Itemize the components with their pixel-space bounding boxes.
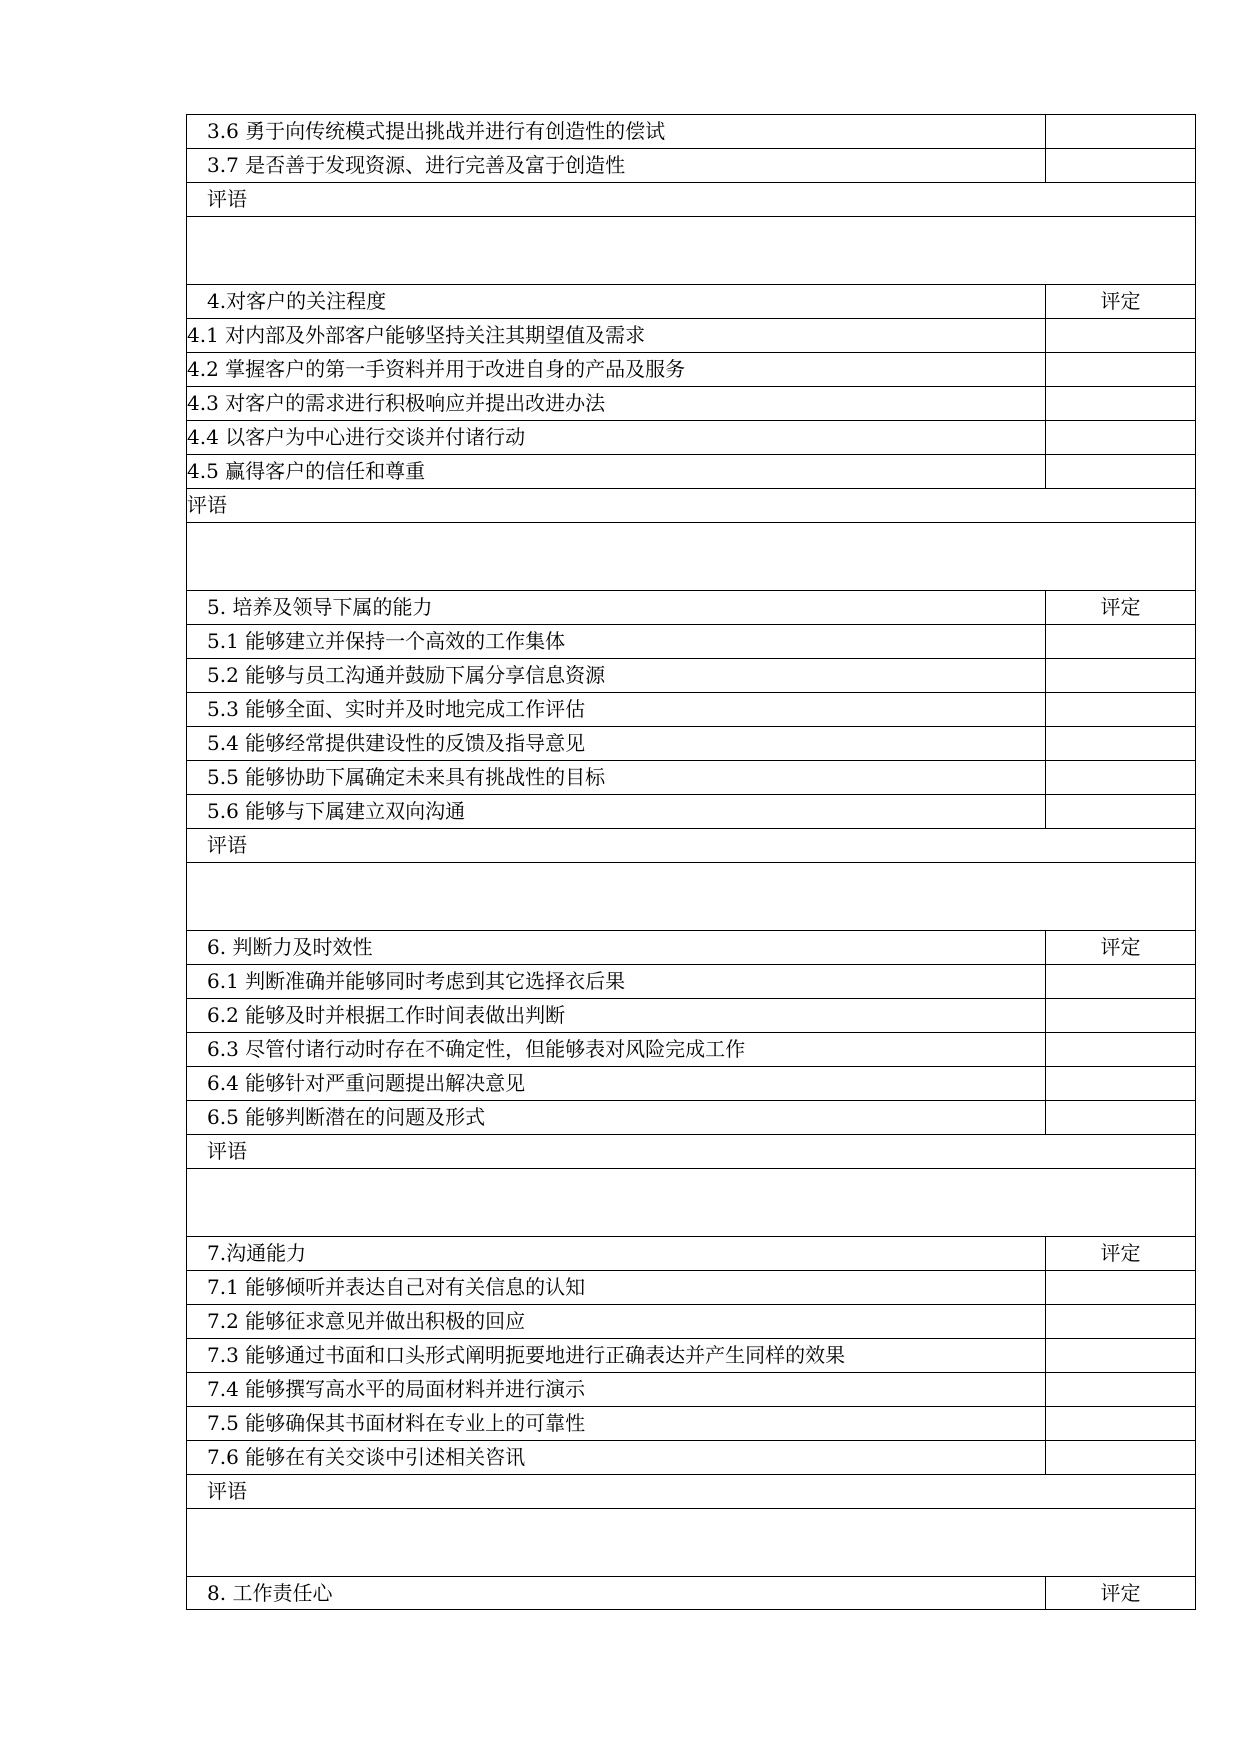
comment-label: 评语 — [207, 1139, 247, 1163]
rating-input-cell[interactable] — [1046, 1305, 1195, 1338]
rating-input-cell[interactable] — [1046, 727, 1195, 760]
rating-input-cell[interactable] — [1046, 1271, 1195, 1304]
rating-input-cell[interactable] — [1046, 659, 1195, 692]
criteria-row — [186, 1372, 1196, 1406]
criteria-label: 4.4 以客户为中心进行交谈并付诸行动 — [187, 421, 1046, 454]
criteria-label: 3.6 勇于向传统模式提出挑战并进行有创造性的偿试 — [187, 115, 1046, 148]
comment-label-row — [186, 1474, 1196, 1508]
section-header-row — [186, 1576, 1196, 1610]
criteria-row — [186, 658, 1196, 692]
rating-input-cell[interactable] — [1046, 319, 1195, 352]
criteria-label: 7.5 能够确保其书面材料在专业上的可靠性 — [187, 1407, 1046, 1440]
rating-header: 评定 — [1100, 1241, 1141, 1265]
criteria-row — [186, 998, 1196, 1032]
criteria-label: 7.2 能够征求意见并做出积极的回应 — [187, 1305, 1046, 1338]
comment-input-area[interactable] — [186, 216, 1196, 284]
rating-input-cell[interactable] — [1046, 1441, 1195, 1474]
rating-input-cell[interactable] — [1046, 965, 1195, 998]
section-heading: 8. 工作责任心 — [187, 1577, 1046, 1609]
rating-input-cell[interactable] — [1046, 353, 1195, 386]
rating-input-cell[interactable] — [1046, 1101, 1195, 1134]
criteria-label: 6.5 能够判断潜在的问题及形式 — [187, 1101, 1046, 1134]
section-header-row — [186, 1236, 1196, 1270]
criteria-row — [186, 114, 1196, 148]
comment-label-row — [186, 488, 1196, 522]
rating-header: 评定 — [1100, 1581, 1141, 1605]
rating-input-cell[interactable] — [1046, 999, 1195, 1032]
criteria-label: 7.3 能够通过书面和口头形式阐明扼要地进行正确表达并产生同样的效果 — [187, 1339, 1046, 1372]
comment-label: 评语 — [187, 493, 227, 517]
rating-header: 评定 — [1100, 289, 1141, 313]
comment-input-area[interactable] — [186, 862, 1196, 930]
criteria-row — [186, 964, 1196, 998]
criteria-row — [186, 794, 1196, 828]
criteria-row — [186, 1032, 1196, 1066]
comment-label: 评语 — [207, 1479, 247, 1503]
criteria-label: 4.2 掌握客户的第一手资料并用于改进自身的产品及服务 — [187, 353, 1046, 386]
rating-input-cell[interactable] — [1046, 1033, 1195, 1066]
rating-input-cell[interactable] — [1046, 149, 1195, 182]
criteria-label: 4.5 赢得客户的信任和尊重 — [187, 455, 1046, 488]
criteria-label: 7.1 能够倾听并表达自己对有关信息的认知 — [187, 1271, 1046, 1304]
criteria-row — [186, 420, 1196, 454]
rating-input-cell[interactable] — [1046, 455, 1195, 488]
rating-input-cell[interactable] — [1046, 421, 1195, 454]
criteria-row — [186, 726, 1196, 760]
criteria-row — [186, 454, 1196, 488]
section-heading: 7.沟通能力 — [187, 1237, 1046, 1270]
comment-label-row — [186, 1134, 1196, 1168]
rating-input-cell[interactable] — [1046, 795, 1195, 828]
criteria-row — [186, 1066, 1196, 1100]
rating-input-cell[interactable] — [1046, 693, 1195, 726]
comment-label-row — [186, 182, 1196, 216]
section-heading: 6. 判断力及时效性 — [187, 931, 1046, 964]
section-header-row — [186, 284, 1196, 318]
criteria-label: 6.3 尽管付诸行动时存在不确定性，但能够表对风险完成工作 — [187, 1033, 1046, 1066]
criteria-label: 5.2 能够与员工沟通并鼓励下属分享信息资源 — [187, 659, 1046, 692]
criteria-row — [186, 1304, 1196, 1338]
rating-input-cell[interactable] — [1046, 1067, 1195, 1100]
criteria-row — [186, 1338, 1196, 1372]
rating-header: 评定 — [1100, 595, 1141, 619]
criteria-label: 4.1 对内部及外部客户能够坚持关注其期望值及需求 — [187, 319, 1046, 352]
criteria-row — [186, 624, 1196, 658]
comment-label: 评语 — [207, 187, 247, 211]
rating-input-cell[interactable] — [1046, 115, 1195, 148]
criteria-label: 5.3 能够全面、实时并及时地完成工作评估 — [187, 693, 1046, 726]
comment-label-row — [186, 828, 1196, 862]
criteria-row — [186, 1440, 1196, 1474]
section-heading: 4.对客户的关注程度 — [187, 285, 1046, 318]
criteria-row — [186, 1270, 1196, 1304]
rating-input-cell[interactable] — [1046, 1339, 1195, 1372]
rating-input-cell[interactable] — [1046, 1373, 1195, 1406]
criteria-label: 6.4 能够针对严重问题提出解决意见 — [187, 1067, 1046, 1100]
criteria-label: 5.1 能够建立并保持一个高效的工作集体 — [187, 625, 1046, 658]
comment-input-area[interactable] — [186, 522, 1196, 590]
criteria-label: 5.4 能够经常提供建设性的反馈及指导意见 — [187, 727, 1046, 760]
evaluation-table — [186, 114, 1196, 1610]
criteria-label: 6.2 能够及时并根据工作时间表做出判断 — [187, 999, 1046, 1032]
criteria-row — [186, 1406, 1196, 1440]
criteria-row — [186, 760, 1196, 794]
rating-input-cell[interactable] — [1046, 387, 1195, 420]
criteria-row — [186, 318, 1196, 352]
criteria-label: 3.7 是否善于发现资源、进行完善及富于创造性 — [187, 149, 1046, 182]
criteria-row — [186, 692, 1196, 726]
criteria-label: 5.5 能够协助下属确定未来具有挑战性的目标 — [187, 761, 1046, 794]
criteria-label: 6.1 判断准确并能够同时考虑到其它选择衣后果 — [187, 965, 1046, 998]
rating-input-cell[interactable] — [1046, 1407, 1195, 1440]
criteria-row — [186, 1100, 1196, 1134]
comment-input-area[interactable] — [186, 1168, 1196, 1236]
criteria-row — [186, 148, 1196, 182]
comment-input-area[interactable] — [186, 1508, 1196, 1576]
criteria-label: 4.3 对客户的需求进行积极响应并提出改进办法 — [187, 387, 1046, 420]
rating-input-cell[interactable] — [1046, 625, 1195, 658]
comment-label: 评语 — [207, 833, 247, 857]
criteria-row — [186, 352, 1196, 386]
criteria-label: 7.4 能够撰写高水平的局面材料并进行演示 — [187, 1373, 1046, 1406]
section-header-row — [186, 590, 1196, 624]
criteria-label: 7.6 能够在有关交谈中引述相关咨讯 — [187, 1441, 1046, 1474]
section-header-row — [186, 930, 1196, 964]
section-heading: 5. 培养及领导下属的能力 — [187, 591, 1046, 624]
rating-header: 评定 — [1100, 935, 1141, 959]
criteria-label: 5.6 能够与下属建立双向沟通 — [187, 795, 1046, 828]
rating-input-cell[interactable] — [1046, 761, 1195, 794]
criteria-row — [186, 386, 1196, 420]
